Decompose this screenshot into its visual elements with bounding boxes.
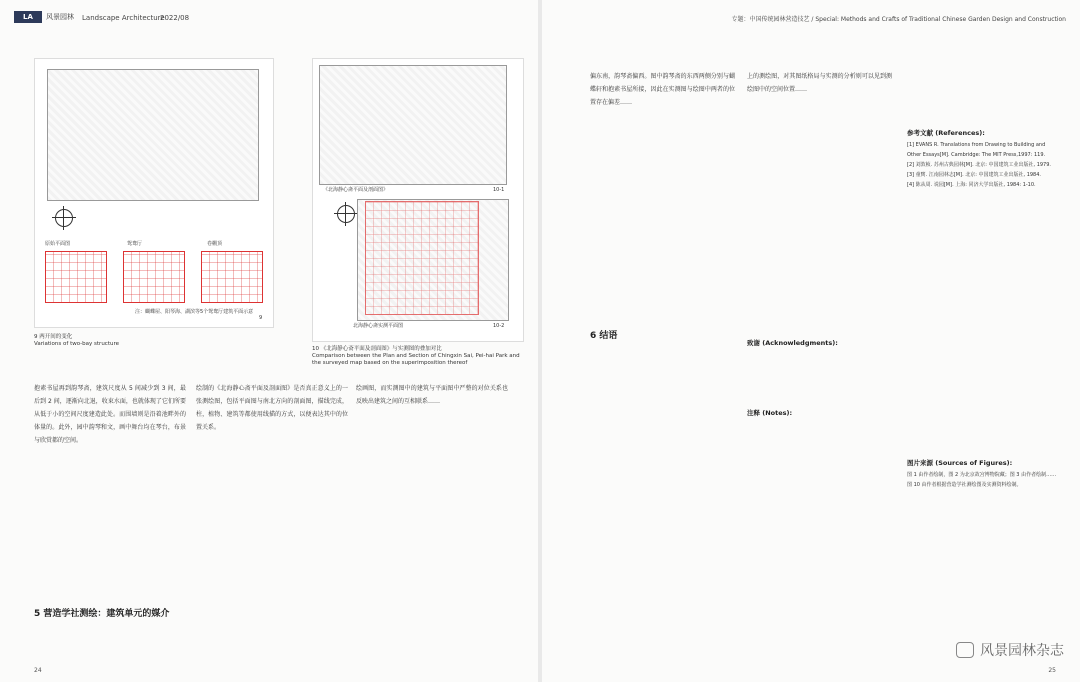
bay-diagram-2	[123, 251, 185, 303]
section-heading-5: 5 营造学社测绘：建筑单元的媒介	[34, 609, 170, 619]
sources-list: 图 1 由作者绘制，图 2 为北京故宫博物院藏；图 3 由作者绘制……图 10 由作者根据营造学社测绘图及实测资料绘制。	[907, 472, 1057, 488]
figure-9	[34, 58, 274, 328]
right-column-1: 偏东南，韵琴斋偏西。图中韵琴斋的东西两侧分别与蝴蝶轩和抱素书屋所接，因此在实测图与绘图中两者的位置存在偏差……	[590, 73, 735, 106]
bay-diagram-1	[45, 251, 107, 303]
garden-plan-drawing	[47, 69, 259, 201]
bay-diagram-3	[201, 251, 263, 303]
watermark-text: 风景园林杂志	[980, 643, 1064, 659]
logo-mark: LA	[14, 11, 42, 23]
fig9-label-3: 卷棚顶	[207, 241, 223, 247]
figure-9-caption: 9 两开间的变化 Variations of two-bay structure	[34, 334, 119, 347]
logo-text: 风景园林	[46, 13, 74, 21]
fig9-note: 注：蝴蝶屋、阳琴海、湖滨等5个鸳鸯厅建筑平面示意	[135, 309, 254, 315]
notes-title: 注释 (Notes):	[747, 409, 793, 417]
overlay-grid	[365, 201, 479, 315]
left-column-2: 绘制的《北海静心斋平面及剖面图》是否真正意义上的一张测绘图，包括平面图与南北方向的剖面图，描线完成，柱，植物、建筑等都使用线描的方式，以便表达其中的位置关系。	[196, 385, 348, 431]
figure-10-caption: 10 《北海静心斋平面及剖面图》与实测图的叠加对比 Comparison between the Plan and Section of Chingxin Sai, Pei-hai Park and the surveyed map based on the superimposition thereof	[312, 346, 520, 366]
left-page	[0, 0, 538, 682]
figure-10	[312, 58, 524, 342]
historic-plan-drawing	[319, 65, 507, 185]
issue-number: 2022/08	[160, 14, 190, 22]
fig9-label-1: 原始平面图	[45, 241, 71, 247]
fig9-label-2: 鸳鸯厅	[127, 241, 143, 247]
journal-name: Landscape Architecture	[82, 14, 165, 22]
right-page	[542, 0, 1080, 682]
left-column-3: 绘画图，而实测图中的建筑与平面图中严整的对位关系也反映出建筑之间的互相联系……	[356, 385, 508, 405]
section-heading-6: 6 结语	[590, 331, 618, 341]
ack-title: 致谢 (Acknowledgments):	[747, 339, 838, 347]
page-header: 专题：中国传统园林营造技艺 / Special: Methods and Crafts of Traditional Chinese Garden Design and Construction	[731, 16, 1066, 23]
fig10-bottom-label: 北海静心斋实测平面图	[353, 323, 404, 329]
right-column-2: 上的测绘图，对其图纸格局与实测的分析则可以见到测绘图中的空间位置……	[747, 73, 892, 93]
fig10-bottom-number: 10-2	[493, 323, 505, 329]
references-list: [1] EVANS R. Translations from Drawing to Building and Other Essays[M]. Cambridge: The MIT Press,1997: 119. [2] 刘敦桢. 苏州古典园林[M]. 北京: 中国建筑工业出版社, 1979. [3] 童寯. 江南园林志[M]. 北京: 中国建筑工业出版社, 1984. [4] 陈从周. 说园[M]. 上海: 同济大学出版社, 1984: 1-10.	[907, 142, 1052, 188]
references-title: 参考文献 (References):	[907, 129, 985, 137]
left-column-1: 抱素书屋再到韵琴斋，建筑尺度从 5 间减少到 3 间，最后到 2 间，逐渐向北退，收束水面，也就体现了它们所要从低于小的空间尺度建造此处。而围墙则是沿着池畔外的体量的。此外，园中韵琴和文，画中舞台均在琴台，布景与欣赏都的空间。	[34, 385, 186, 444]
left-page-number: 24	[34, 667, 42, 674]
fig10-top-number: 10-1	[493, 187, 505, 193]
watermark	[956, 640, 1064, 660]
journal-logo	[14, 11, 74, 23]
fig10-top-label: 《北海静心斋平面及剖面图》	[323, 187, 389, 193]
north-arrow-icon-2	[337, 205, 355, 223]
wechat-icon	[956, 642, 974, 658]
fig9-number: 9	[259, 315, 263, 321]
sources-title: 图片来源 (Sources of Figures):	[907, 459, 1013, 467]
north-arrow-icon	[55, 209, 73, 227]
right-page-number: 25	[1048, 667, 1056, 674]
